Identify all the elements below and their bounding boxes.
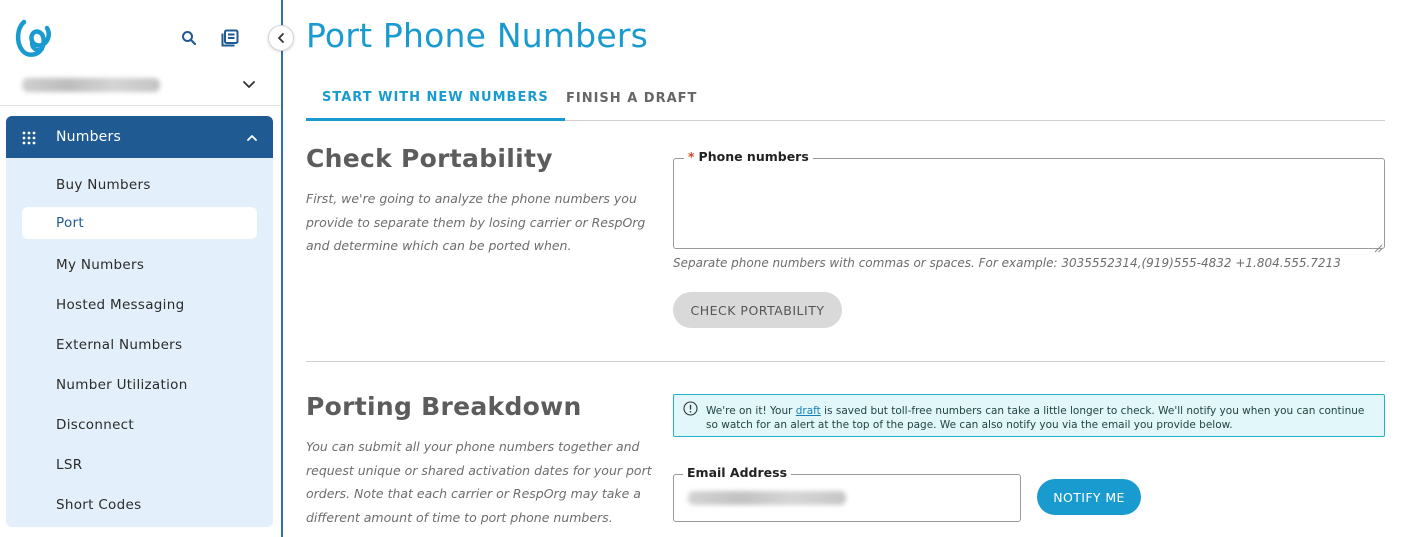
nav-section-label: Numbers: [56, 129, 121, 145]
sidebar-item-label: Port: [56, 215, 84, 231]
check-portability-button[interactable]: CHECK PORTABILITY: [673, 292, 842, 328]
dialpad-grid-icon: [22, 130, 36, 144]
chevron-down-icon[interactable]: [241, 76, 257, 96]
tab-label: START WITH NEW NUMBERS: [322, 89, 549, 105]
account-name-redacted: [22, 78, 160, 92]
sidebar-item-label: Hosted Messaging: [56, 297, 185, 313]
page-title: Port Phone Numbers: [306, 16, 648, 55]
porting-breakdown-description: You can submit all your phone numbers together and request unique or shared activation dates for your port orders. Note that each carrier or RespOrg may take a different amount of time to port phone numbers.: [306, 439, 652, 525]
search-icon[interactable]: [179, 28, 199, 48]
phone-numbers-label-text: Phone numbers: [698, 149, 809, 164]
phone-numbers-input[interactable]: [673, 158, 1385, 249]
email-address-label: Email Address: [683, 465, 791, 480]
tab-bar: [306, 76, 1385, 121]
sidebar-item-label: External Numbers: [56, 337, 183, 353]
check-portability-description: First, we're going to analyze the phone numbers you provide to separate them by losing carrier or RespOrg and determine which can be ported when.: [306, 191, 646, 253]
brand-logo-icon[interactable]: [14, 18, 54, 60]
nav-section-numbers[interactable]: [6, 116, 273, 158]
collapse-sidebar-button[interactable]: [268, 25, 294, 51]
alert-text-end: is saved but toll-free numbers can take a little longer to check. We'll notify you when you can continue so watch for an alert at the top of the page. We can also notify you via the email you provide below.: [706, 405, 1365, 431]
numbers-nav-panel: [6, 116, 273, 527]
sidebar-item-lsr[interactable]: [22, 449, 257, 481]
check-portability-title: Check Portability: [306, 144, 553, 173]
book-icon[interactable]: [220, 28, 240, 48]
sidebar-item-disconnect[interactable]: [22, 409, 257, 441]
email-value-redacted: [688, 491, 846, 505]
sidebar-item-number-utilization[interactable]: [22, 369, 257, 401]
sidebar-item-label: LSR: [56, 457, 83, 473]
draft-saved-alert: [673, 394, 1385, 437]
sidebar-item-hosted-messaging[interactable]: [22, 289, 257, 321]
sidebar-item-my-numbers[interactable]: [22, 249, 257, 281]
resize-handle-icon[interactable]: [1374, 238, 1383, 257]
tab-label: FINISH A DRAFT: [566, 91, 698, 106]
sidebar-item-port[interactable]: [22, 207, 257, 239]
phone-numbers-hint: Separate phone numbers with commas or spaces. For example: 3035552314,(919)555-4832 +1.804.555.7213: [673, 256, 1341, 270]
required-marker: *: [688, 149, 695, 164]
chevron-up-icon[interactable]: [245, 130, 259, 149]
draft-link[interactable]: draft: [795, 405, 821, 417]
email-address-input[interactable]: [673, 474, 1021, 522]
info-circle-icon: [683, 401, 698, 416]
tab-finish-a-draft[interactable]: [566, 76, 697, 121]
sidebar-item-label: My Numbers: [56, 257, 145, 273]
sidebar: [0, 0, 283, 537]
phone-numbers-label: [684, 149, 813, 164]
sidebar-item-buy-numbers[interactable]: [22, 169, 257, 201]
sidebar-item-short-codes[interactable]: [22, 489, 257, 521]
sidebar-item-label: Short Codes: [56, 497, 142, 513]
porting-breakdown-title: Porting Breakdown: [306, 392, 582, 421]
notify-me-button[interactable]: NOTIFY ME: [1037, 479, 1141, 515]
sidebar-item-label: Buy Numbers: [56, 177, 151, 193]
account-selector[interactable]: [0, 68, 281, 106]
section-divider: [306, 361, 1385, 362]
sidebar-item-label: Disconnect: [56, 417, 134, 433]
tab-start-with-new-numbers[interactable]: [306, 76, 565, 121]
alert-text-start: We're on it! Your: [706, 405, 796, 417]
chevron-left-icon: [275, 29, 287, 48]
sidebar-item-label: Number Utilization: [56, 377, 188, 393]
sidebar-item-external-numbers[interactable]: [22, 329, 257, 361]
